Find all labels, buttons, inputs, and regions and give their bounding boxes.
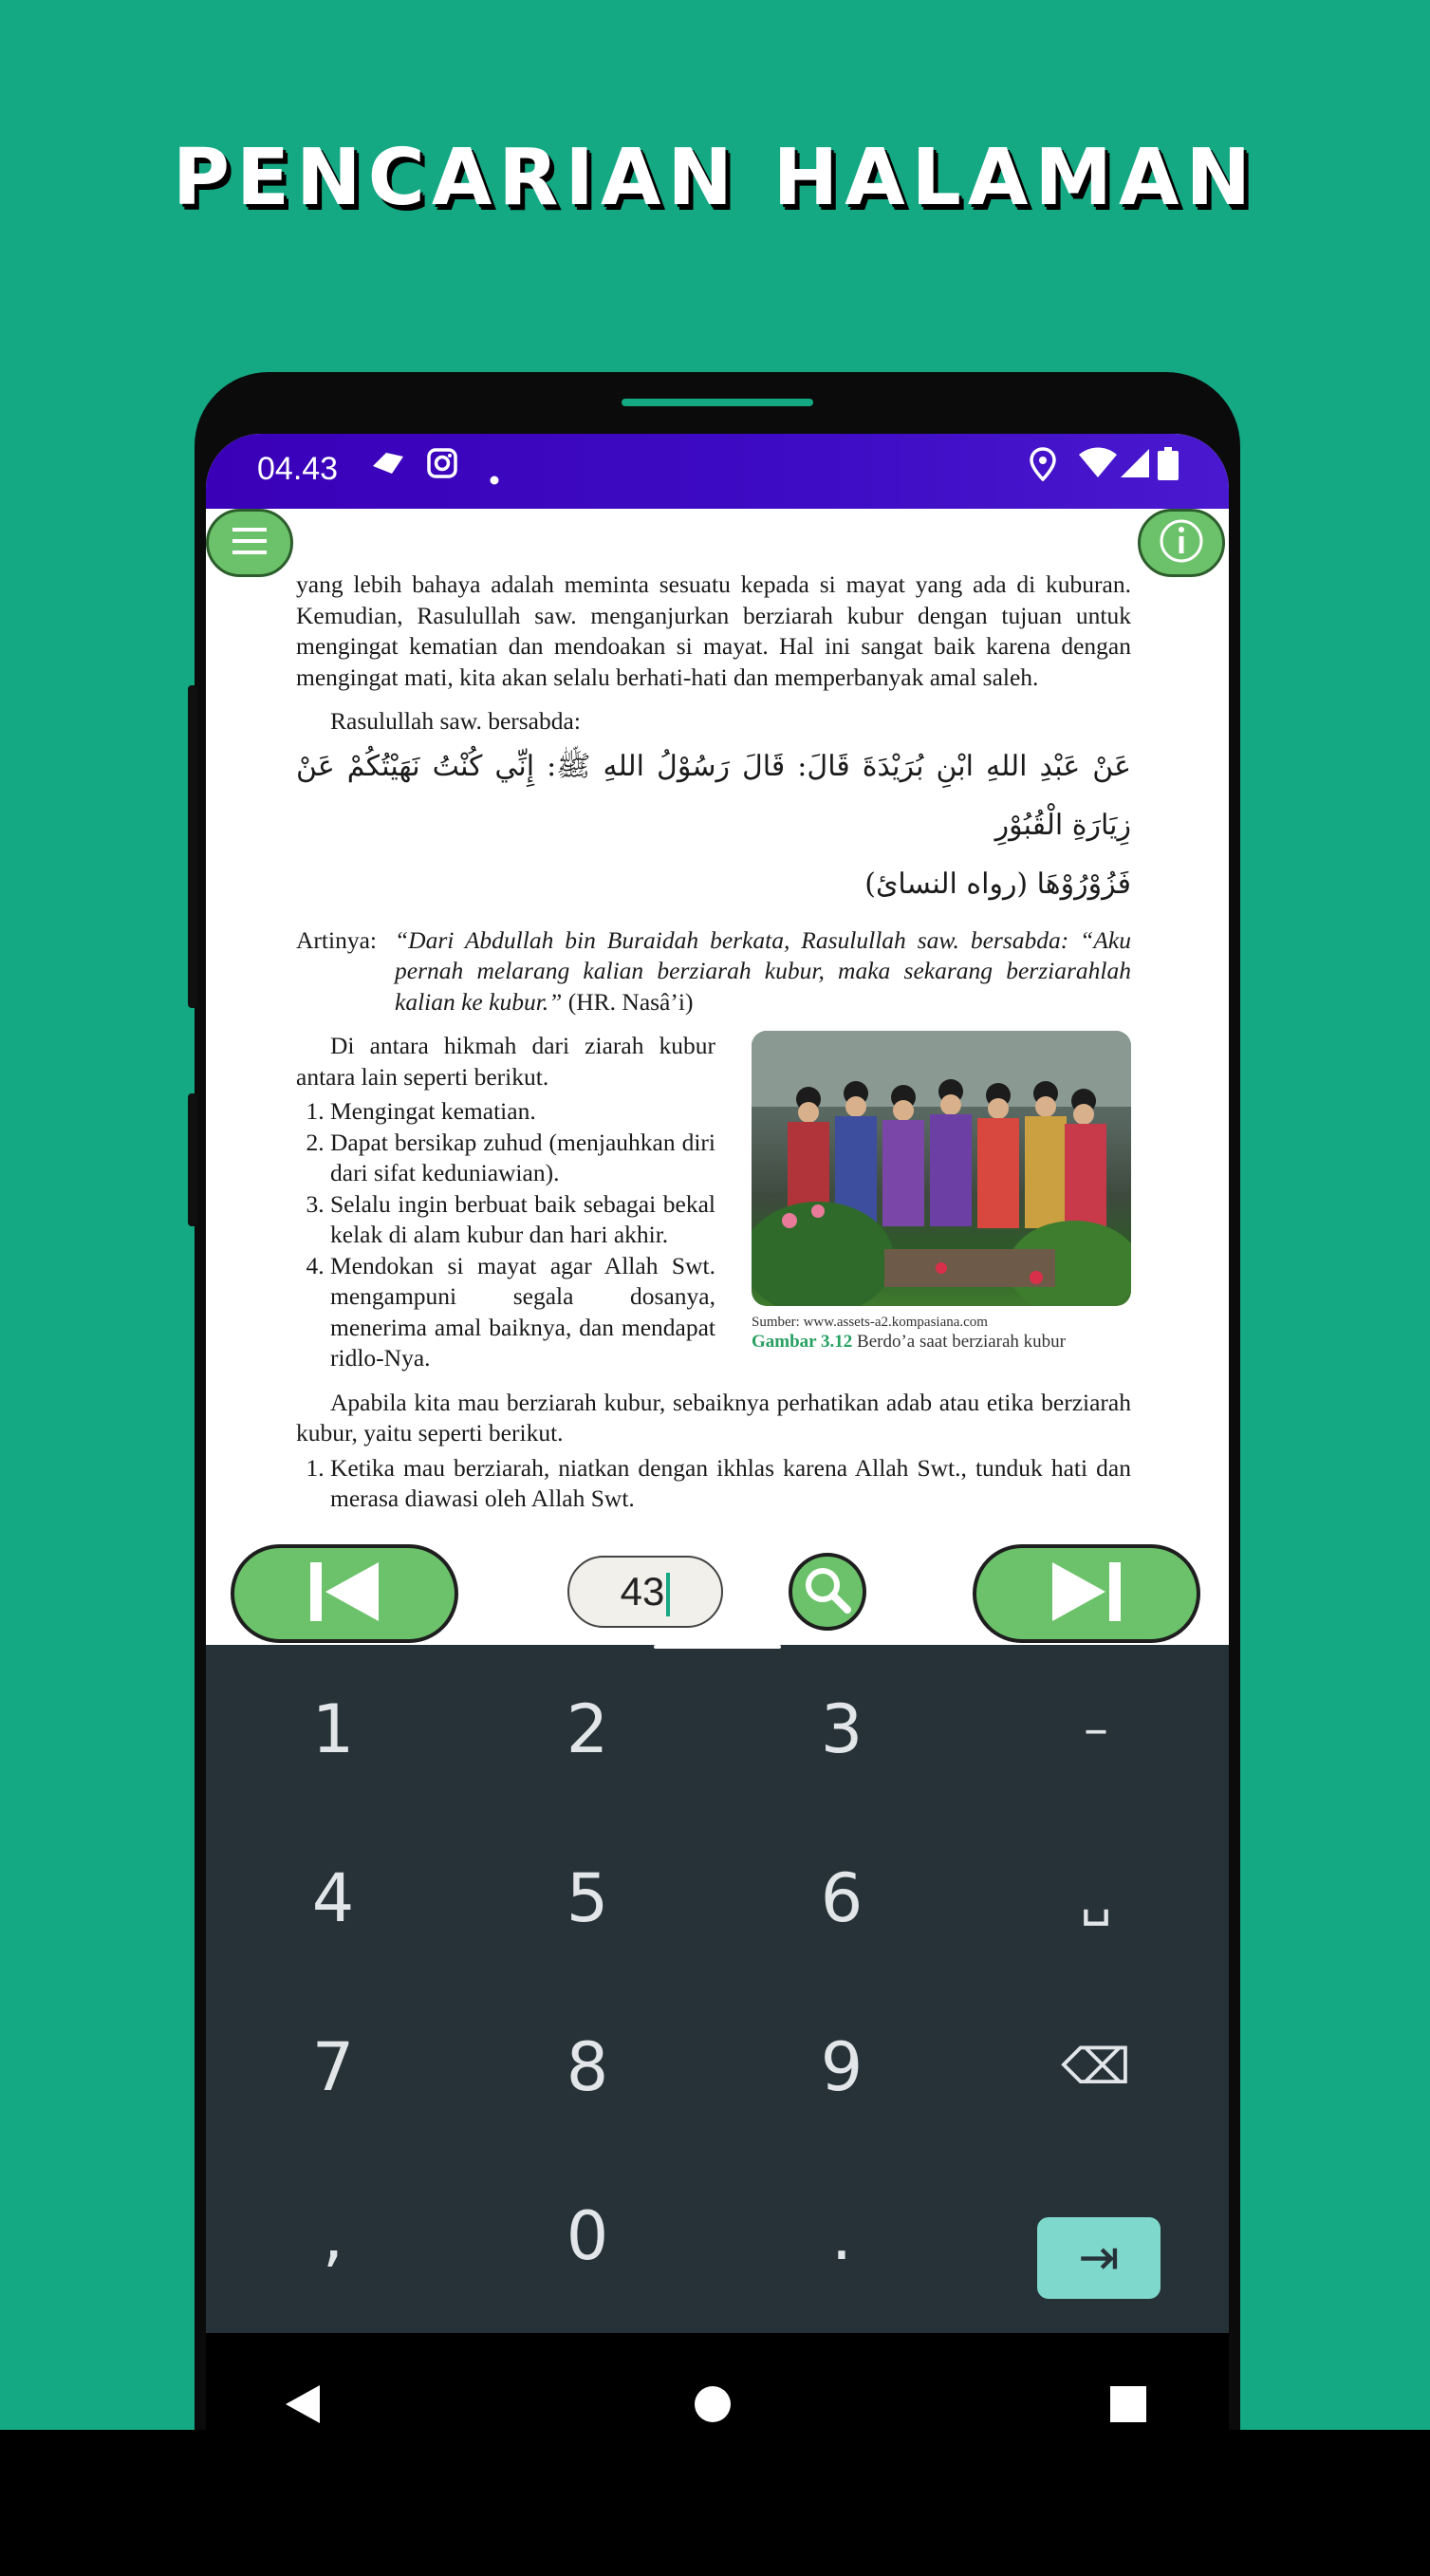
status-time: 04.43 [257,451,339,487]
previous-page-button[interactable] [231,1544,458,1643]
hadith-intro: Rasulullah saw. bersabda: [330,707,581,735]
banner-title: PENCARIAN HALAMAN [172,133,1258,223]
photo-source: Sumber: www.assets-a2.kompasiana.com [752,1315,988,1330]
location-icon [1030,447,1056,489]
page-text [296,569,1131,1515]
adab-intro: Apabila kita mau berziarah kubur, sebaiknya perhatikan adab atau etika berziarah kubur, yaitu seperti berikut. [296,1388,1131,1447]
key-2[interactable]: 2 [566,1690,609,1768]
search-icon [802,1564,853,1620]
key-7[interactable]: 7 [311,2028,355,2106]
skip-next-icon [1049,1560,1124,1628]
key-0[interactable]: 0 [566,2197,609,2275]
key-3[interactable]: 3 [820,1690,864,1768]
hikmah-intro: Di antara hikmah dari ziarah kubur antara lain seperti berikut. [296,1032,715,1091]
numeric-keyboard [206,1645,1229,2333]
tab-arrow-icon: ⇥ [1078,2230,1120,2287]
list-item: 1. Ketika mau berziarah, niatkan dengan ikhlas karena Allah Swt., tunduk hati dan merasa diawasi oleh Allah Swt. [330,1453,1131,1515]
status-bar [206,434,1229,509]
next-page-button[interactable] [973,1544,1200,1643]
signal-icon [1119,447,1151,487]
list-item: 2. Dapat bersikap zuhud (menjauhkan diri dari sifat keduniawian). [330,1128,715,1189]
key-9[interactable]: 9 [820,2028,864,2106]
ziarah-photo [752,1031,1131,1306]
page-number-input[interactable]: 43 [567,1556,723,1628]
key-enter[interactable] [1037,2217,1161,2299]
info-button[interactable] [1138,509,1225,577]
translation [296,925,1131,1018]
key-period[interactable]: . [830,2197,853,2275]
bottom-bar [0,2430,1430,2576]
recents-icon[interactable] [1109,2385,1147,2428]
page-navigation-bar [206,1524,1229,1645]
content-columns [296,1031,1131,1374]
translation-source: (HR. Nasâ’i) [562,987,694,1016]
arabic-text: فَزُوْرُوْهَا (رواه النسائ) [864,867,1131,901]
translation-label: Artinya: [296,925,377,954]
hikmah-section [296,1031,715,1374]
translation-text: “Dari Abdullah bin Buraidah berkata, Rasulullah saw. bersabda: “Aku pernah melarang kalian berziarah kubur, maka sekarang berziarahlah kalian ke kubur.” [395,925,1131,1016]
key-6[interactable]: 6 [820,1859,864,1937]
dot-icon [489,458,500,494]
hikmah-list [296,1096,715,1374]
search-button[interactable] [789,1553,866,1631]
key-space[interactable]: ␣ [1080,1870,1112,1927]
figure [752,1031,1131,1374]
key-minus[interactable]: – [1084,1701,1108,1758]
key-8[interactable]: 8 [566,2028,609,2106]
phone-speaker [622,399,813,406]
list-item: 4. Mendokan si mayat agar Allah Swt. mengampuni segala dosanya, menerima amal baiknya, dan mendapat ridlo-Nya. [330,1251,715,1374]
home-icon[interactable] [694,2385,732,2428]
phone-side-button [188,685,197,1008]
back-icon[interactable] [284,2383,322,2430]
caption-text: Berdo’a saat berziarah kubur [852,1332,1066,1352]
battery-icon [1157,447,1179,489]
instagram-icon [426,447,458,487]
phone-side-button [188,1093,197,1226]
key-comma[interactable]: , [322,2197,344,2275]
menu-button[interactable] [206,509,293,577]
list-item: 3. Selalu ingin berbuat baik sebagai bekal kelak di alam kubur dan hari akhir. [330,1189,715,1251]
skip-previous-icon [306,1560,382,1628]
key-backspace[interactable]: ⌫ [1061,2039,1131,2096]
tag-icon [369,447,407,487]
photo-caption [752,1332,1131,1353]
key-4[interactable]: 4 [311,1859,355,1937]
wifi-icon [1079,447,1117,487]
info-icon [1158,517,1205,569]
text-cursor [666,1573,670,1616]
key-1[interactable]: 1 [311,1690,355,1768]
phone-screen [206,434,1229,2498]
hamburger-icon [231,525,269,562]
caption-label: Gambar 3.12 [752,1332,853,1352]
paragraph: yang lebih bahaya adalah meminta sesuatu kepada si mayat yang ada di kuburan. Kemudian, Rasulullah saw. menganjurkan berziarah kubur dengan tujuan untuk mengingat kematian dan mendoakan si mayat. Hal ini sangat baik karena dengan mengingat mati, kita akan selalu berhati-hati dan memperbanyak amal saleh. [296,570,1131,691]
adab-list [296,1453,1131,1515]
list-item: 1. Mengingat kematian. [330,1096,715,1128]
book-page[interactable] [206,509,1229,1524]
phone-frame [195,372,1240,2508]
key-5[interactable]: 5 [566,1859,609,1937]
arabic-text: عَنْ عَبْدِ اللهِ ابْنِ بُرَيْدَةَ قَالَ: قَالَ رَسُوْلُ اللهِ ﷺ: إِنِّي كُنْتُ نَهَيْتُكُمْ عَنْ زِيَارَةِ الْقُبُوْرِ [296,749,1131,842]
